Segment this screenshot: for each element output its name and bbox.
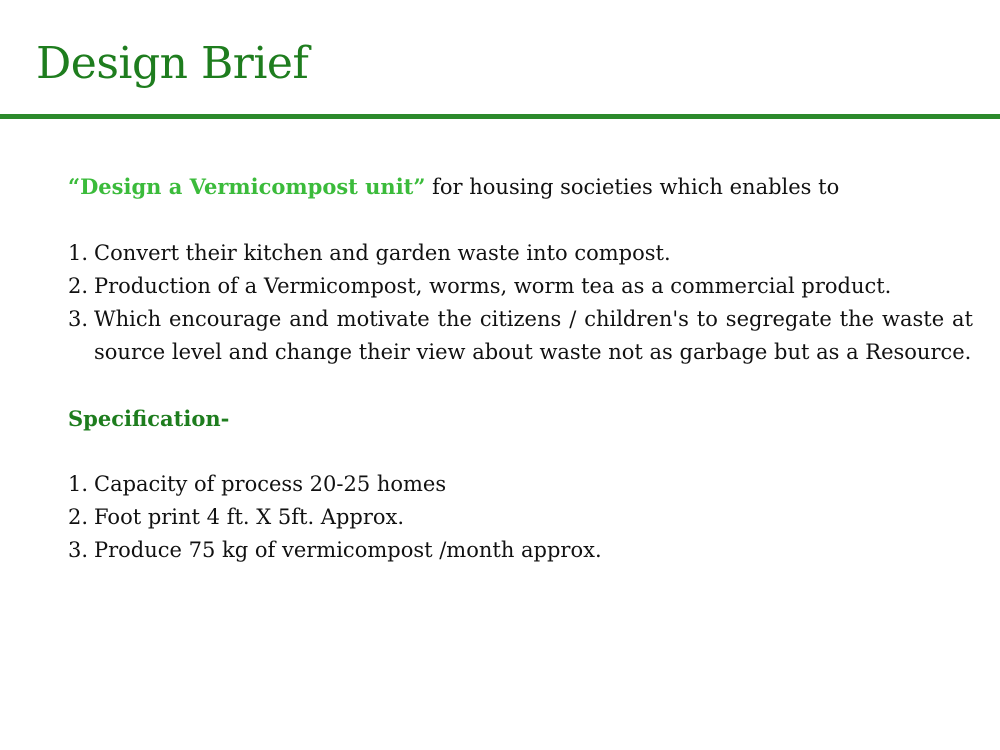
- intro-highlight: “Design a Vermicompost unit”: [68, 174, 426, 199]
- list-item-number: 3.: [68, 538, 89, 562]
- intro-text: for housing societies which enables to: [425, 175, 840, 199]
- list-item: [68, 237, 973, 270]
- list-item: [68, 468, 973, 501]
- list-item: [68, 270, 973, 303]
- list-item-text: Produce 75 kg of vermicompost /month approx.: [94, 538, 602, 562]
- list-item-text: Which encourage and motivate the citizens / children's to segregate the waste at source level and change their view about waste not as garbage but as a Resource.: [94, 307, 973, 364]
- list-item-text: Capacity of process 20-25 homes: [94, 472, 447, 496]
- list-item-number: 2.: [68, 274, 89, 298]
- specification-list: [68, 468, 973, 567]
- objectives-list: [68, 237, 973, 369]
- list-item: [68, 501, 973, 534]
- list-item-number: 1.: [68, 472, 89, 496]
- intro-paragraph: [68, 170, 973, 204]
- list-item: [68, 303, 973, 369]
- list-item-text: Foot print 4 ft. X 5ft. Approx.: [94, 505, 405, 529]
- page-title: Design Brief: [36, 38, 309, 89]
- list-item-number: 1.: [68, 241, 89, 265]
- slide-content: [68, 170, 973, 567]
- list-item-number: 3.: [68, 307, 89, 331]
- list-item-number: 2.: [68, 505, 89, 529]
- title-divider: [0, 114, 1000, 119]
- list-item: [68, 534, 973, 567]
- list-item-text: Convert their kitchen and garden waste into compost.: [94, 241, 671, 265]
- list-item-text: Production of a Vermicompost, worms, worm tea as a commercial product.: [94, 274, 892, 298]
- specification-heading: Specification-: [68, 406, 230, 431]
